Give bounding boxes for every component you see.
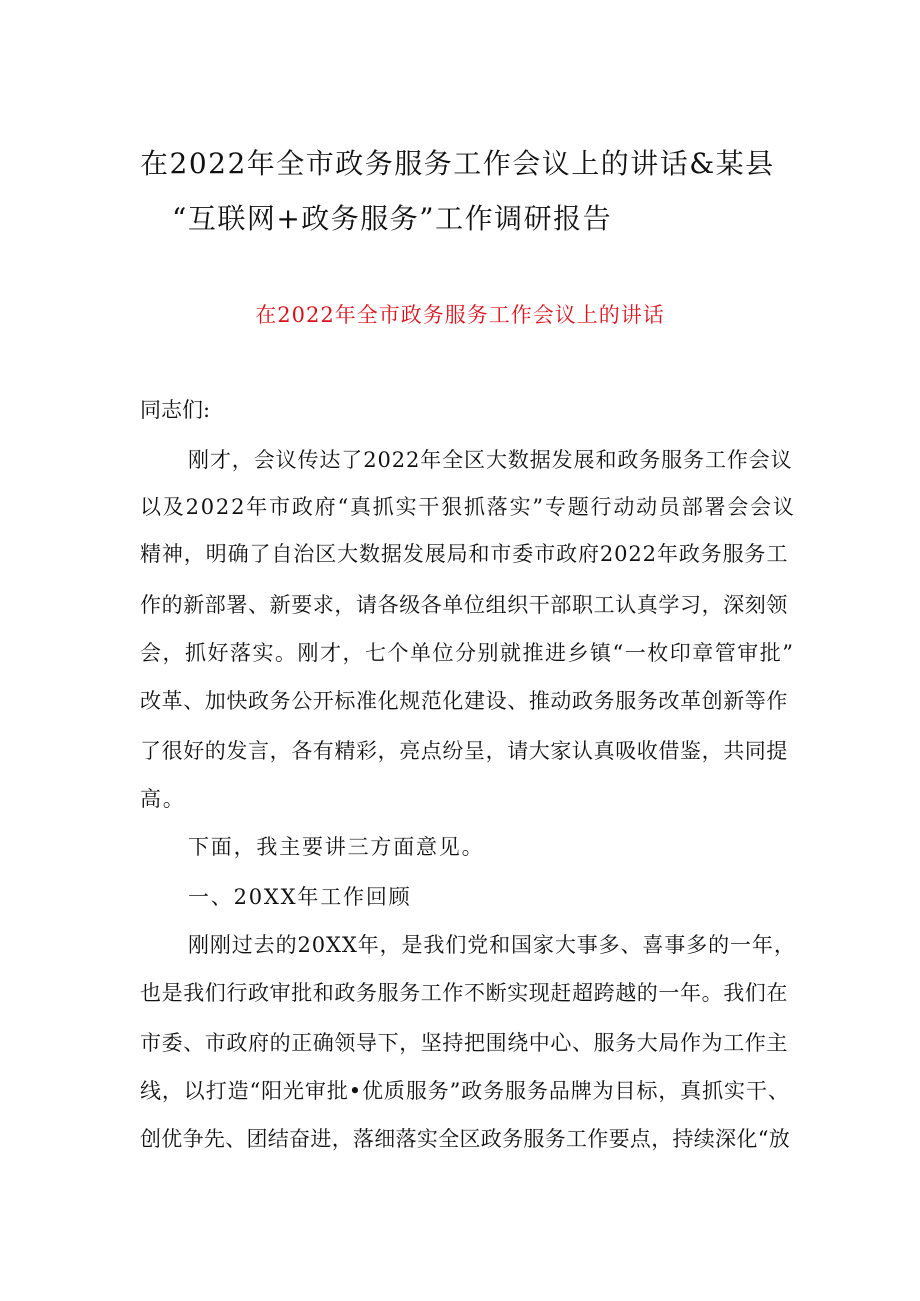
body-line: 刚刚过去的20XX年，是我们党和国家大事多、喜事多的一年， bbox=[188, 933, 796, 957]
body-line: 下面，我主要讲三方面意见。 bbox=[188, 835, 485, 859]
body-line: 刚才，会议传达了2022年全区大数据发展和政务服务工作会议 bbox=[188, 448, 793, 472]
body-line: 以及2022年市政府“真抓实干狠抓落实”专题行动动员部署会会议 bbox=[140, 495, 796, 519]
speech-subtitle: 在2022年全市政务服务工作会议上的讲话 bbox=[255, 303, 665, 327]
body-line: 线，以打造“阳光审批•优质服务”政务服务品牌为目标，真抓实干、 bbox=[140, 1079, 790, 1103]
document-title-line-2: “互联网+政务服务”工作调研报告 bbox=[172, 202, 613, 235]
body-line: 会，抓好落实。刚才，七个单位分别就推进乡镇“一枚印章管审批” bbox=[140, 641, 795, 665]
body-line: 创优争先、团结奋进，落细落实全区政务服务工作要点，持续深化“放 bbox=[140, 1127, 791, 1151]
body-line: 改革、加快政务公开标准化规范化建设、推动政务服务改革创新等作 bbox=[140, 689, 788, 713]
salutation: 同志们: bbox=[140, 398, 211, 422]
document-title-line-1: 在2022年全市政务服务工作会议上的讲话&某县 bbox=[140, 147, 775, 180]
section-heading: 一、20XX年工作回顾 bbox=[188, 885, 412, 909]
body-line: 市委、市政府的正确领导下，坚持把围绕中心、服务大局作为工作主 bbox=[140, 1031, 788, 1055]
body-line: 精神，明确了自治区大数据发展局和市委市政府2022年政务服务工 bbox=[140, 542, 789, 566]
body-line: 了很好的发言，各有精彩，亮点纷呈，请大家认真吸收借鉴，共同提 bbox=[140, 739, 788, 763]
body-line: 高。 bbox=[140, 787, 186, 811]
body-line: 作的新部署、新要求，请各级各单位组织干部职工认真学习，深刻领 bbox=[140, 593, 788, 617]
body-line: 也是我们行政审批和政务服务工作不断实现赶超跨越的一年。我们在 bbox=[140, 981, 788, 1005]
